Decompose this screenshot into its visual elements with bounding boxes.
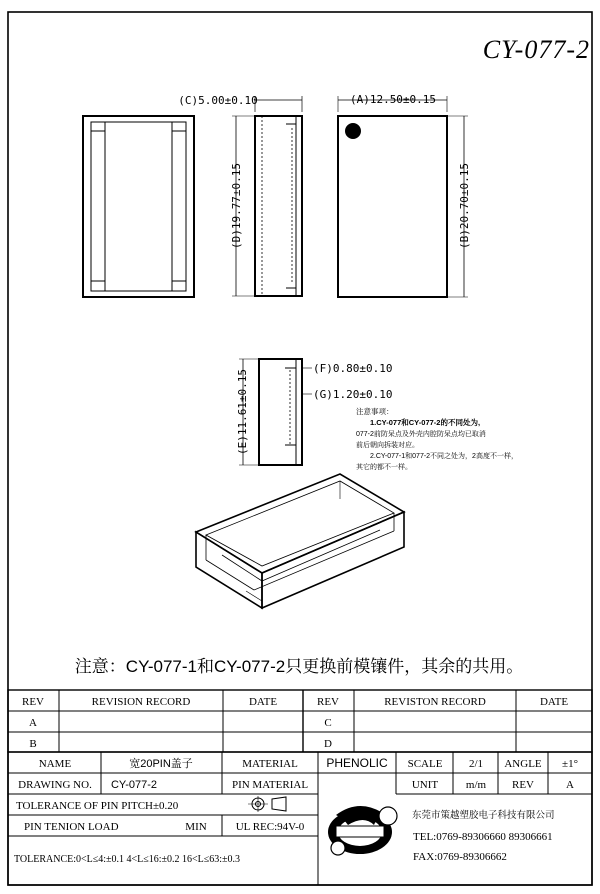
rev-row-d: D	[324, 738, 332, 750]
min-label: MIN	[185, 821, 207, 833]
dim-d-label: (D)19.77±0.15	[230, 162, 243, 250]
dim-g-label: (G)1.20±0.10	[313, 388, 393, 401]
unit-label: UNIT	[411, 779, 439, 791]
dim-c-line	[255, 96, 302, 112]
angle-value: ±1°	[562, 758, 578, 770]
dim-e-label: (E)11.61±0.15	[236, 368, 249, 456]
company-name: 东莞市策越塑胶电子科技有限公司	[412, 810, 555, 821]
dim-f-label: (F)0.80±0.10	[313, 362, 393, 375]
revision-record-header: REVISION RECORD	[91, 696, 191, 708]
part-number: CY-077-2	[482, 35, 590, 64]
date-header: DATE	[248, 696, 278, 708]
notes-line-2: 077-2前防呆点及外壳内腔防呆点均已取消	[356, 431, 486, 438]
rev-row-c: C	[324, 717, 332, 729]
unit-value: m/m	[465, 779, 487, 791]
dim-c-label: (C)5.00±0.10	[178, 94, 258, 107]
notes-line-3: 前后朝向拆装对应。	[356, 442, 419, 449]
name-value: 宽20PIN盖子	[129, 758, 193, 770]
dim-a-label: (A)12.50±0.15	[349, 93, 437, 106]
rev-label: REV	[512, 779, 534, 791]
rev-row-a: A	[29, 717, 37, 729]
revision-headers	[22, 696, 568, 708]
company-logo-icon	[328, 806, 397, 855]
pitch-tolerance: TOLERANCE OF PIN PITCH±0.20	[16, 800, 179, 812]
drawing-no-value: CY-077-2	[110, 779, 158, 791]
projection-symbol-icon	[248, 796, 286, 812]
angle-label: ANGLE	[504, 758, 542, 770]
company-tel: TEL:0769-89306660 89306661	[413, 831, 553, 843]
material-value: PHENOLIC	[326, 756, 388, 770]
revision-record-header-2: REVISTON RECORD	[384, 696, 486, 708]
drawing-no-label: DRAWING NO.	[18, 779, 92, 791]
rev-value: A	[566, 779, 574, 791]
isometric-view	[196, 474, 404, 608]
sheet-border	[8, 12, 592, 885]
bottom-note: 注意：CY-077-1和CY-077-2只更换前模镶件，其余的共用。	[74, 657, 524, 676]
notes-line-5: 其它的都不一样。	[356, 464, 412, 471]
notes-title: 注意事项：	[356, 407, 394, 416]
pin-material-label: PIN MATERIAL	[231, 779, 309, 791]
date-header-2: DATE	[539, 696, 569, 708]
material-label: MATERIAL	[242, 758, 298, 770]
company-fax: FAX:0769-89306662	[413, 851, 507, 863]
rev-header: REV	[22, 696, 44, 708]
notes-line-1: 1.CY-077和CY-077-2的不同处为,	[370, 418, 481, 427]
notes-line-4: 2.CY-077-1和077-2不同之处为，2高度不一样，	[370, 453, 518, 460]
scale-label: SCALE	[407, 758, 443, 770]
section-view	[239, 359, 312, 465]
front-view	[83, 116, 194, 297]
rev-header-2: REV	[317, 696, 339, 708]
name-label: NAME	[38, 758, 72, 770]
rev-row-b: B	[29, 738, 37, 750]
ul-rec: UL REC:94V-0	[235, 821, 305, 833]
notes-block	[356, 406, 518, 471]
scale-value: 2/1	[468, 758, 484, 770]
pin-load-label: PIN TENION LOAD	[24, 821, 119, 833]
tolerance-line: TOLERANCE:0<L≤4:±0.1 4<L≤16:±0.2 16<L≤63:±0.3	[14, 854, 241, 865]
pin1-mark	[346, 124, 361, 139]
top-view	[338, 96, 468, 297]
dim-b-label: (B)20.70±0.15	[458, 162, 471, 250]
